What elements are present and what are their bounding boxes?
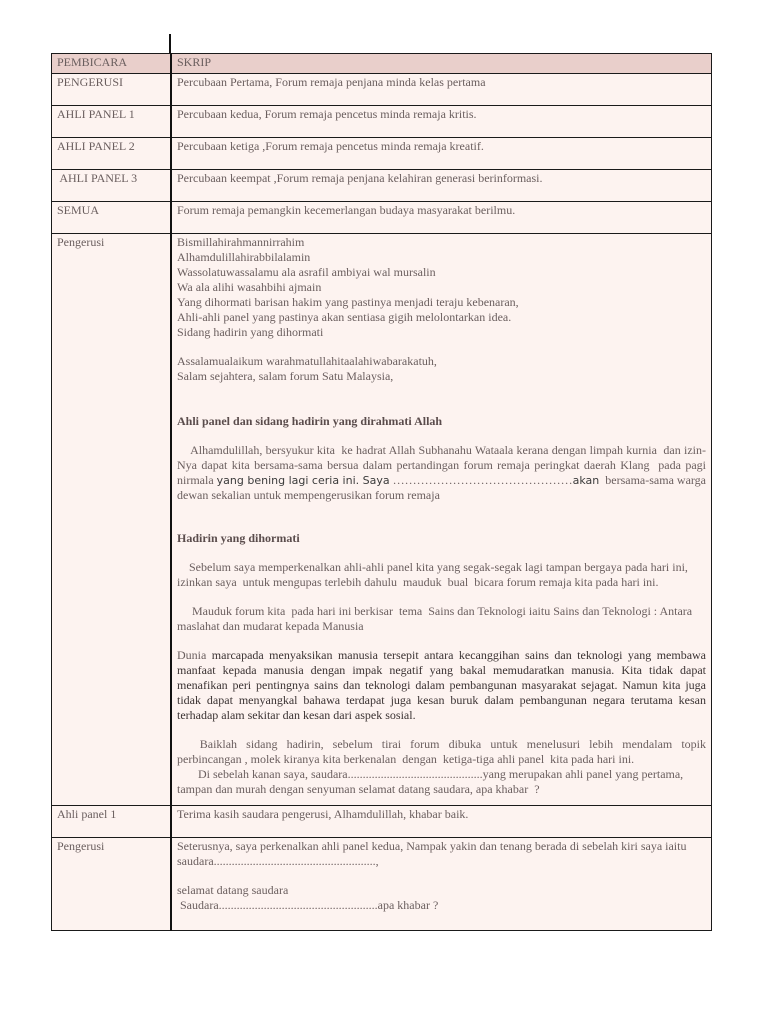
- table-row: [52, 138, 712, 170]
- paragraph: Seterusnya, saya perkenalkan ahli panel kedua, Nampak yakin dan tenang berada di sebelah kiri saya iaitu saudara......................................................,: [177, 839, 687, 868]
- paragraph-text: Dunia: [177, 648, 212, 662]
- spacer: [177, 340, 706, 354]
- script-cell: [171, 838, 712, 931]
- speaker-cell: AHLI PANEL 3: [52, 170, 172, 202]
- section-heading: Ahli panel dan sidang hadirin yang dirahmati Allah: [177, 414, 443, 428]
- spacer: [177, 384, 706, 414]
- paragraph: selamat datang saudara: [177, 883, 289, 897]
- speaker-cell: PENGERUSI: [52, 74, 172, 106]
- table-row: [52, 74, 712, 106]
- paragraph: Di sebelah kanan saya, saudara.............................................yang merupakan ahli panel yang pertama, tampan dan murah dengan senyuman selamat datang saudara, apa khabar ?: [177, 767, 687, 796]
- script-cell: Percubaan kedua, Forum remaja pencetus minda remaja kritis.: [171, 106, 712, 138]
- greeting-line: Wassolatuwassalamu ala asrafil ambiyai wal mursalin: [177, 265, 436, 279]
- spacer: [177, 546, 706, 560]
- salam-line: Salam sejahtera, salam forum Satu Malaysia,: [177, 369, 394, 383]
- script-cell: Percubaan Pertama, Forum remaja penjana minda kelas pertama: [171, 74, 712, 106]
- greeting-line: Sidang hadirin yang dihormati: [177, 325, 324, 339]
- header-script: SKRIP: [171, 54, 712, 74]
- paragraph: Saudara.....................................................apa khabar ?: [177, 898, 439, 912]
- speaker-cell: Pengerusi: [52, 838, 172, 931]
- salam-line: Assalamualaikum warahmatullahitaalahiwabarakatuh,: [177, 354, 437, 368]
- paragraph-text: marcapada menyaksikan manusia tersepit antara kecanggihan sains dan teknologi yang membawa manfaat kepada manusia dengan impak negatif yang bakal memudaratkan manusia. Kita tidak dapat menafikan peri pentingnya sains dan teknologi dalam pembangunan masyarakat sejagat. Namun kita juga tidak dapat menyangkal bahawa terdapat juga kesan buruk dalam pembangunan negara terutama kesan terhadap alam sekitar dan kesan dari aspek sosial.: [177, 648, 707, 722]
- paragraph-text: Alhamdulillah, bersyukur kita ke hadrat Allah Subhanahu Wataala kerana dengan limpah kurnia dan izin-Nya dapat kita bersama-sama bersua dalam pertandingan forum remaja peringkat daerah Klang pada pagi nirmala: [177, 443, 709, 487]
- table-header-row: [52, 54, 712, 74]
- table-row: [52, 838, 712, 931]
- greeting-line: Bismillahirahmannirrahim: [177, 235, 305, 249]
- paragraph: [177, 443, 709, 503]
- speaker-cell: AHLI PANEL 2: [52, 138, 172, 170]
- table-row-main-speech: [52, 234, 712, 806]
- spacer: [177, 590, 706, 604]
- spacer: [177, 429, 706, 443]
- greeting-line: Ahli-ahli panel yang pastinya akan sentiasa gigih melolontarkan idea.: [177, 310, 512, 324]
- paragraph: Sebelum saya memperkenalkan ahli-ahli panel kita yang segak-segak lagi tampan bergaya pada hari ini, izinkan saya untuk mengupas terlebih dahulu mauduk bual bicara forum remaja kita pada hari ini.: [177, 560, 691, 589]
- paragraph: [177, 648, 706, 723]
- section-heading: Hadirin yang dihormati: [177, 531, 300, 545]
- script-cell: Forum remaja pemangkin kecemerlangan budaya masyarakat berilmu.: [171, 202, 712, 234]
- forum-script-table: [51, 53, 712, 931]
- greeting-line: Alhamdulillahirabbilalamin: [177, 250, 311, 264]
- greeting-line: Wa ala alihi wasahbihi ajmain: [177, 280, 322, 294]
- spacer: [177, 634, 706, 648]
- speaker-cell: Pengerusi: [52, 234, 172, 806]
- spacer: [177, 869, 706, 883]
- paragraph-text: ………………………………………: [389, 473, 573, 487]
- paragraph: Baiklah sidang hadirin, sebelum tirai forum dibuka untuk menelusuri lebih mendalam topik perbincangan , molek kiranya kita berkenalan dengan ketiga-tiga ahli panel kita pada hari ini.: [177, 737, 709, 766]
- speaker-cell: Ahli panel 1: [52, 806, 172, 838]
- handwritten-text: akan: [572, 474, 600, 487]
- greeting-line: Yang dihormati barisan hakim yang pastinya menjadi teraju kebenaran,: [177, 295, 519, 309]
- script-cell: Percubaan ketiga ,Forum remaja pencetus minda remaja kreatif.: [171, 138, 712, 170]
- table-row: [52, 170, 712, 202]
- table-top-divider: [169, 34, 171, 54]
- header-speaker: PEMBICARA: [52, 54, 172, 74]
- spacer: [177, 723, 706, 737]
- paragraph: Mauduk forum kita pada hari ini berkisar tema Sains dan Teknologi iaitu Sains dan Teknologi : Antara maslahat dan mudarat kepada Manusia: [177, 604, 696, 633]
- script-cell: Percubaan keempat ,Forum remaja penjana kelahiran generasi berinformasi.: [171, 170, 712, 202]
- table-row: [52, 202, 712, 234]
- paragraph-text: bersama-sama warga dewan sekalian untuk mempengerusikan forum remaja: [177, 473, 709, 502]
- table-row: [52, 806, 712, 838]
- handwritten-text: yang bening lagi ceria ini. Saya: [216, 474, 390, 487]
- speech-cell: [171, 234, 712, 806]
- table-row: [52, 106, 712, 138]
- speaker-cell: AHLI PANEL 1: [52, 106, 172, 138]
- spacer: [177, 503, 706, 531]
- script-cell: Terima kasih saudara pengerusi, Alhamdulillah, khabar baik.: [171, 806, 712, 838]
- speaker-cell: SEMUA: [52, 202, 172, 234]
